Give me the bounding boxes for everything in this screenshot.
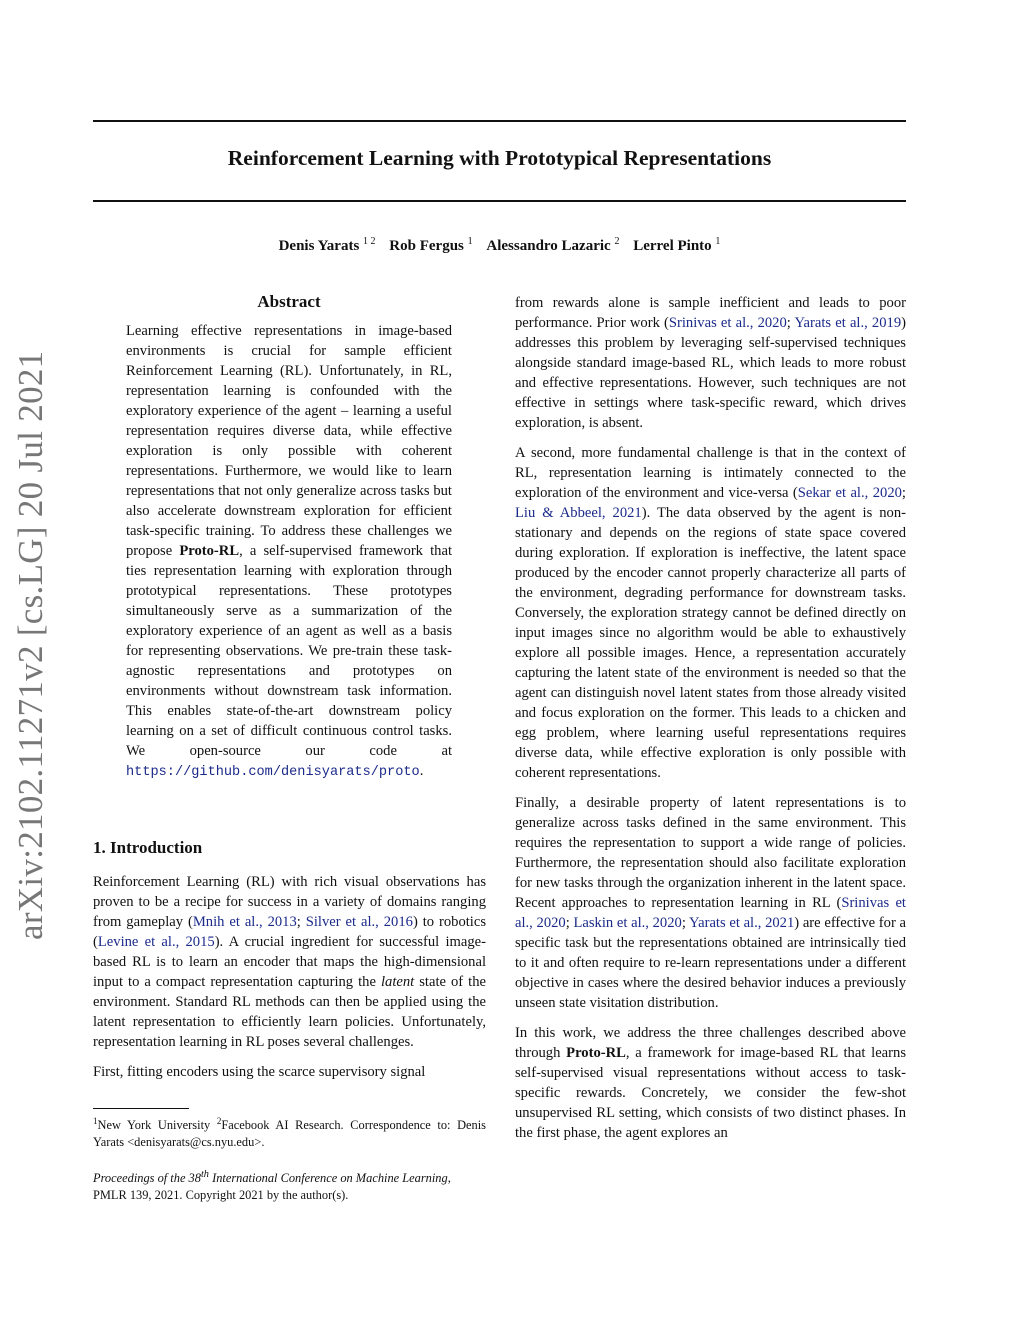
introduction-left-column — [93, 872, 486, 1092]
footnote-affiliations: $^1$New York University $^2$Facebook AI Research. Correspondence to: Denis Yarats <denisyarats@cs.nyu.edu>. — [93, 1116, 486, 1150]
code-link[interactable]: https://github.com/denisyarats/proto — [126, 765, 420, 780]
citation-link[interactable]: Levine et al., 2015 — [97, 934, 215, 950]
paragraph: A second, more fundamental challenge is that in the context of RL, representation learning is intimately connected to the exploration of the environment and vice-versa (Sekar et al., 2020; Liu & Abbeel, 2021). The data observed by the agent is non-stationary and depends on the regions of state space covered during exploration. If exploration is ineffective, the latent space produced by the encoder cannot properly characterize all parts of the environment, degrading performance for downstream tasks. Conversely, the exploration strategy cannot be defined directly on input images since no algorithm would be able to exhaustively explore all possible images. Hence, a representation accurately capturing the latent state of the environment is needed so that the agent can distinguish novel latent states from those already visited and focus exploration on the former. This leads to a chicken and egg problem, where learning useful representations requires diverse data, while effective exploration is only possible with coherent representations. — [515, 445, 906, 781]
section-heading-introduction: 1. Introduction — [93, 838, 203, 857]
citation-link[interactable]: Liu & Abbeel, 2021 — [515, 505, 642, 521]
method-name: Proto-RL — [179, 543, 240, 559]
citation-link[interactable]: Yarats et al., 2021 — [689, 915, 795, 931]
author-list — [93, 236, 906, 255]
paragraph: from rewards alone is sample inefficient and leads to poor performance. Prior work (Srinivas et al., 2020; Yarats et al., 2019) addresses this problem by leveraging self-supervised techniques alongside standard image-based RL, which leads to more robust and effective representations. However, such techniques are not effective in settings where task-specific reward, which drives exploration, is absent. — [515, 295, 906, 431]
citation-link[interactable]: Yarats et al., 2019 — [794, 315, 902, 331]
citation-link[interactable]: Silver et al., 2016 — [305, 914, 413, 930]
author-3: Alessandro Lazaric $^2$ — [486, 236, 620, 254]
author-1: Denis Yarats $^{1 2}$ — [278, 236, 376, 254]
paper-title: Reinforcement Learning with Prototypical Representations — [227, 146, 772, 170]
arxiv-identifier: arXiv:2102.11271v2 [cs.LG] 20 Jul 2021 — [11, 350, 50, 940]
abstract-body: Learning effective representations in image-based environments is crucial for sample efficient Reinforcement Learning (RL). Unfortunately, in RL, representation learning is confounded with the exploratory experience of the agent – learning a useful representation requires diverse data, while effective exploration is only possible with coherent representations. Furthermore, we would like to learn representations that not only generalize across tasks but also accelerate downstream exploration for efficient task-specific training. To address these challenges we propose Proto-RL, a self-supervised framework that ties representation learning with exploration through prototypical representations. These prototypes simultaneously serve as a summarization of the exploratory experience of an agent as well as a basis for representing observations. We pre-train these task-agnostic representations and prototypes on environments without downstream task information. This enables state-of-the-art downstream policy learning on a set of difficult continuous control tasks. We open-source our code at https://github.com/denisyarats/proto. — [126, 323, 452, 780]
title-bottom-rule — [93, 200, 906, 202]
proceedings-note: Proceedings of the 38th International Conference on Machine Learning, PMLR 139, 2021. Copyright 2021 by the author(s). — [93, 1169, 451, 1203]
author-2: Rob Fergus $^1$ — [389, 236, 473, 254]
author-4: Lerrel Pinto $^1$ — [633, 236, 721, 254]
paragraph: First, fitting encoders using the scarce supervisory signal — [93, 1064, 426, 1080]
citation-link[interactable]: Srinivas et al., 2020 — [668, 315, 787, 331]
method-name: Proto-RL — [566, 1045, 626, 1061]
right-column — [515, 293, 906, 1153]
paragraph: Reinforcement Learning (RL) with rich visual observations has proven to be a recipe for success in a variety of domains ranging from gameplay (Mnih et al., 2013; Silver et al., 2016) to robotics (Levine et al., 2015). A crucial ingredient for successful image-based RL is to learn an encoder that maps the high-dimensional input to a compact representation capturing the latent state of the environment. Standard RL methods can then be applied using the latent representation to efficiently learn policies. Unfortunately, representation learning in RL poses several challenges. — [93, 874, 487, 1050]
citation-link[interactable]: Srinivas et al., 2020 — [515, 895, 906, 931]
citation-link[interactable]: Laskin et al., 2020 — [573, 915, 682, 931]
paragraph: Finally, a desirable property of latent representations is to generalize across tasks defined in the same environment. This requires the representation to support a wide range of policies. Furthermore, the representation should also facilitate exploration for new tasks through the organization inherent in the latent space. Recent approaches to representation learning in RL (Srinivas et al., 2020; Laskin et al., 2020; Yarats et al., 2021) are effective for a specific task but the representations obtained are intrinsically tied to it and often require to re-learn representations under a different objective in cases where the desired behavior induces a previously unseen state visitation distribution. — [515, 795, 906, 1011]
paragraph: In this work, we address the three challenges described above through Proto-RL, a framework for image-based RL that learns self-supervised visual representations without access to task-specific rewards. Concretely, we consider the few-shot unsupervised RL setting, which consists of two distinct phases. In the first phase, the agent explores an — [515, 1025, 906, 1141]
citation-link[interactable]: Mnih et al., 2013 — [192, 914, 297, 930]
top-rule — [93, 120, 906, 122]
citation-link[interactable]: Sekar et al., 2020 — [797, 485, 902, 501]
abstract-heading: Abstract — [257, 292, 321, 311]
footnote-rule — [93, 1108, 189, 1109]
